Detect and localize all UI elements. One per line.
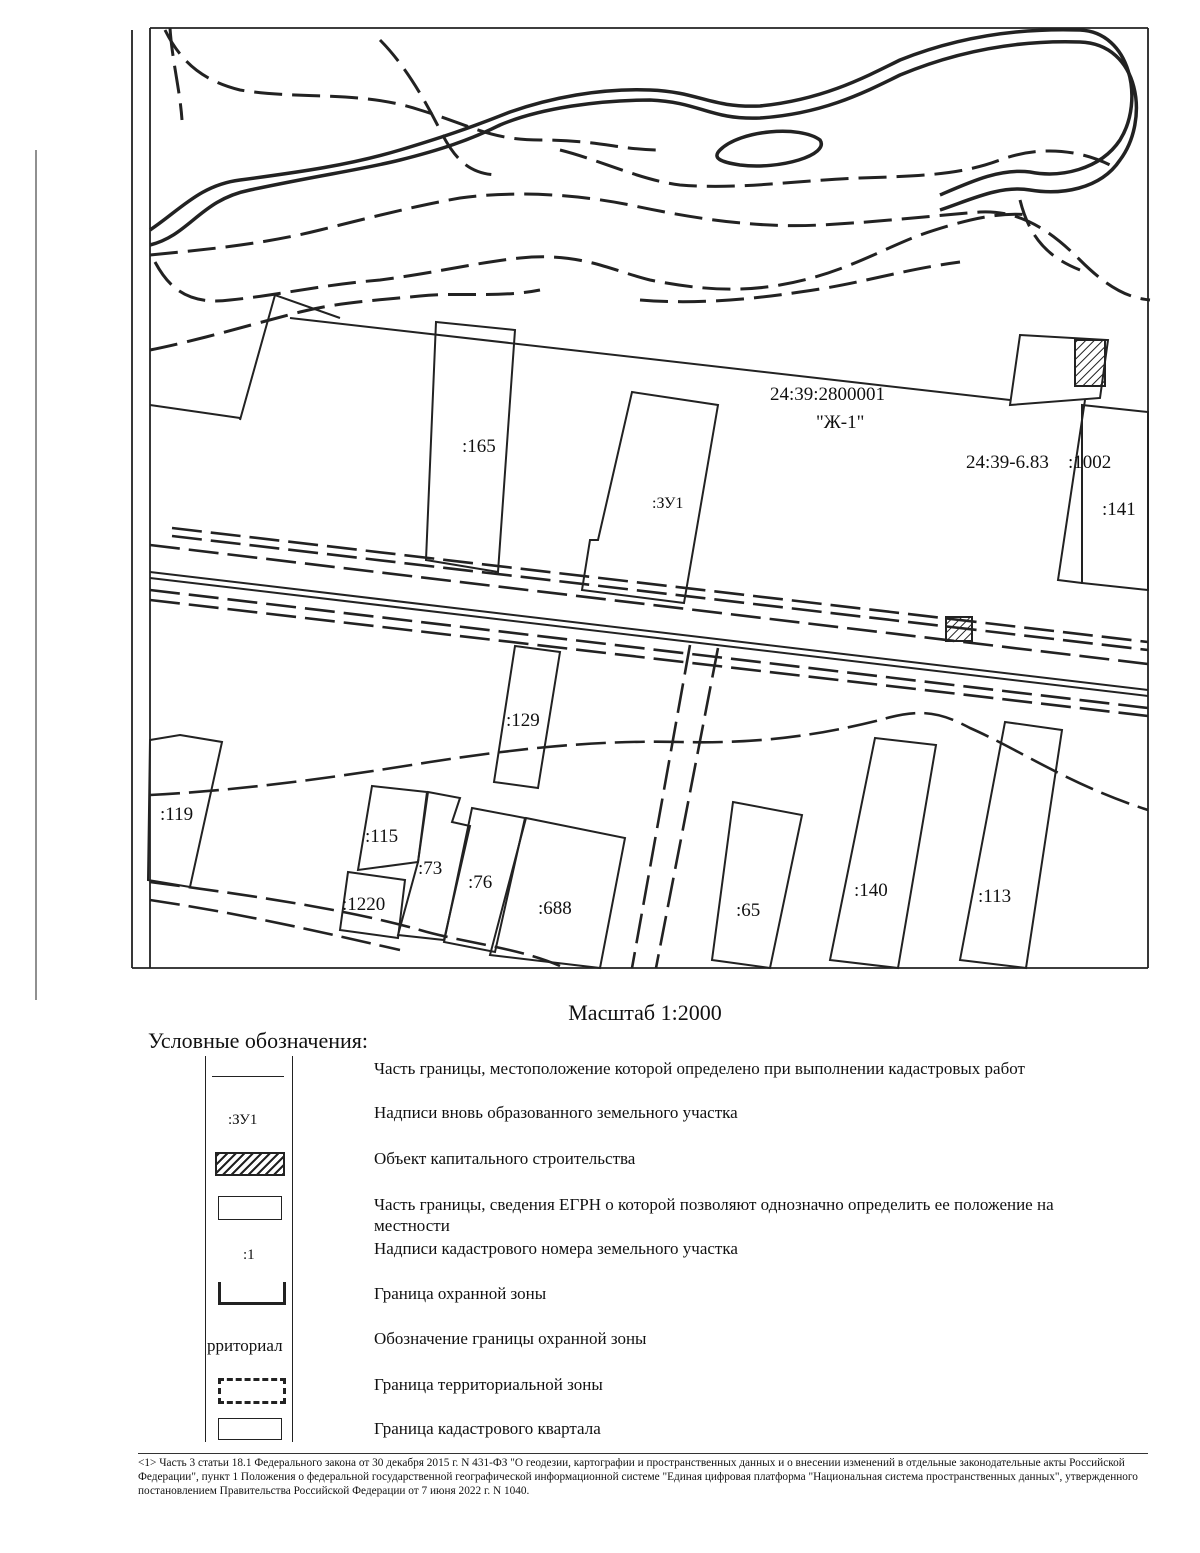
parcel-141-label: :141 xyxy=(1102,499,1136,520)
parcel-129-label: :129 xyxy=(506,710,540,731)
parcel-73-label: :73 xyxy=(418,858,443,879)
legend-item-9: Граница кадастрового квартала xyxy=(374,1419,601,1438)
legend-item-1: Часть границы, местоположение которой определено при выполнении кадастровых работ xyxy=(374,1059,1025,1078)
parcel-113-label: :113 xyxy=(978,886,1012,907)
protection-zone-label: 24:39-6.83 xyxy=(966,452,1049,473)
parcel-141-left xyxy=(1058,400,1085,583)
legend-symbol-territorial-zone xyxy=(218,1378,286,1404)
parcel-165-label: :165 xyxy=(462,436,496,457)
parcel-113 xyxy=(960,722,1062,968)
building-2 xyxy=(946,617,972,641)
legend-item-5: Надписи кадастрового номера земельного участка xyxy=(374,1239,738,1258)
legend-item-3: Объект капитального строительства xyxy=(374,1149,636,1168)
parcel-140 xyxy=(830,738,936,968)
legend-symbol-territorial-label: рриториал xyxy=(207,1336,283,1355)
building-1 xyxy=(1075,340,1105,386)
map-frame xyxy=(36,28,1148,1000)
legend-item-7: Обозначение границы охранной зоны xyxy=(374,1329,647,1348)
parcel-141 xyxy=(1082,405,1148,590)
legend-symbol-cadastral-number: :1 xyxy=(243,1247,255,1263)
road-lines xyxy=(150,295,1148,696)
legend-symbol-protection-zone xyxy=(218,1282,286,1305)
legend-item-6: Граница охранной зоны xyxy=(374,1284,547,1303)
parcel-zu1-label: :ЗУ1 xyxy=(652,495,684,512)
legend-title: Условные обозначения: xyxy=(148,1028,369,1053)
quarter-number-label: 24:39:2800001 xyxy=(770,384,886,405)
legend-symbol-kvartal-boundary xyxy=(218,1418,282,1440)
parcel-1220-label: :1220 xyxy=(342,894,386,915)
parcel-688 xyxy=(490,818,625,968)
legend-symbol-zu1: :ЗУ1 xyxy=(228,1112,258,1128)
zone-code-label: "Ж-1" xyxy=(816,412,865,433)
parcel-76-label: :76 xyxy=(468,872,493,893)
parcel-688-label: :688 xyxy=(538,898,572,919)
legend-item-2: Надписи вновь образованного земельного участка xyxy=(374,1103,738,1122)
legend-symbol-known-boundary xyxy=(218,1196,282,1220)
legend-symbol-solid-line xyxy=(212,1076,284,1077)
parcel-65 xyxy=(712,802,802,968)
parcel-zu1 xyxy=(582,392,718,603)
legend-item-4: Часть границы, сведения ЕГРН о которой позволяют однозначно определить ее положение на местности xyxy=(374,1195,1054,1235)
legend-symbol-building xyxy=(215,1152,285,1176)
parcels xyxy=(148,322,1148,968)
parcel-1002-label: :1002 xyxy=(1068,452,1112,473)
parcel-119-label: :119 xyxy=(160,804,194,825)
legend-item-8: Граница территориальной зоны xyxy=(374,1375,603,1394)
footnote: <1> Часть 3 статьи 18.1 Федерального закона от 30 декабря 2015 г. N 431-ФЗ "О геодезии, картографии и пространственных данных и о внесении изменений в отдельные законодательные акты Российской Федерации", пункт 1 Положения о федеральной государственной географической информационной системе "Единая цифровая платформа "Национальная система пространственных данных", утвержденного постановлением Правительства Российской Федерации от 7 июня 2022 г. N 1040. xyxy=(138,1453,1148,1498)
parcel-140-label: :140 xyxy=(854,880,888,901)
parcel-115-label: :115 xyxy=(365,826,399,847)
parcel-65-label: :65 xyxy=(736,900,761,921)
scale-text: Масштаб 1:2000 xyxy=(568,1000,722,1025)
